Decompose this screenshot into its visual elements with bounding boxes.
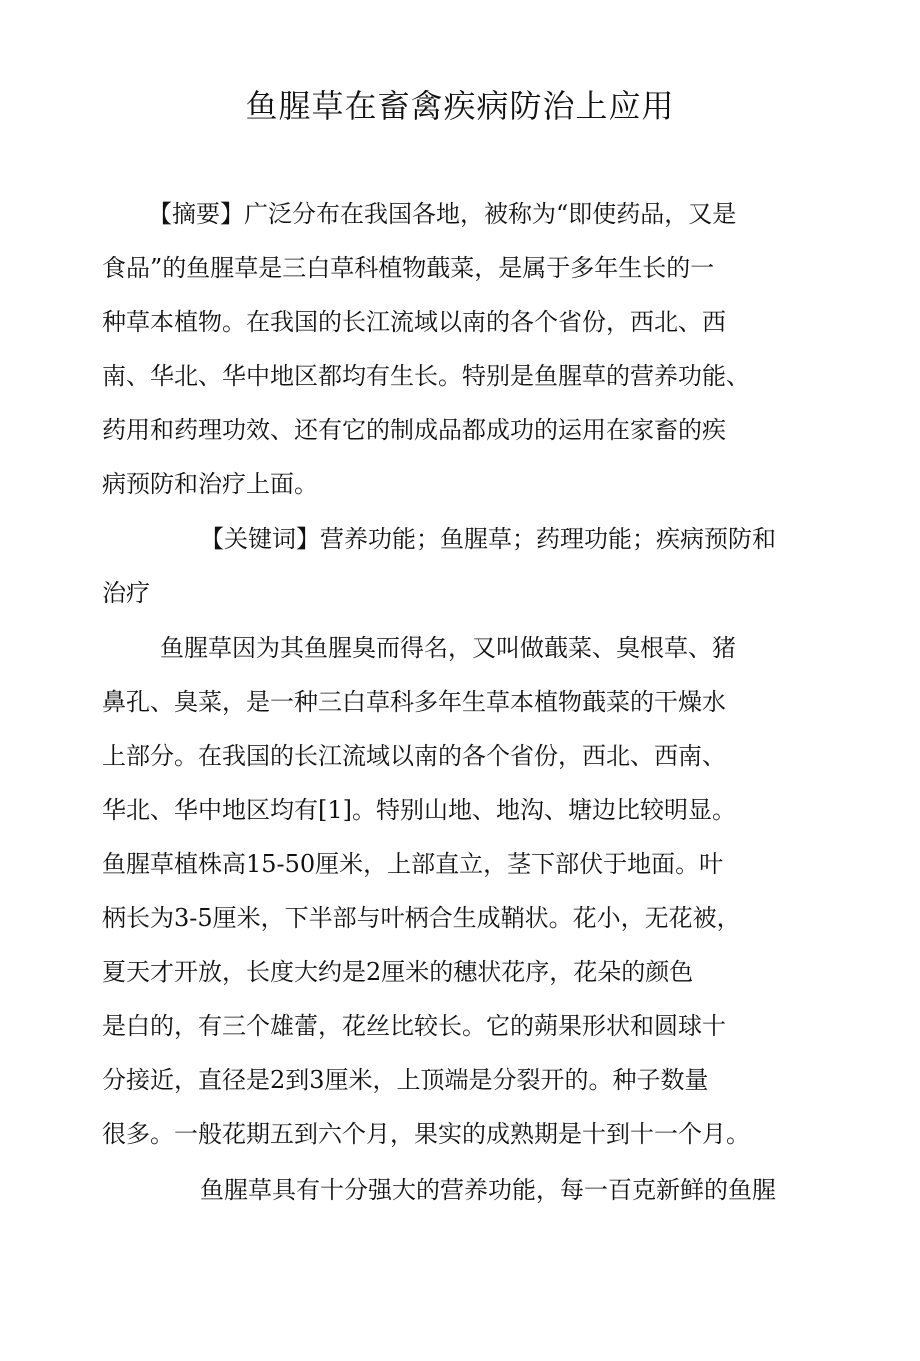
keywords-line: 治疗: [102, 579, 150, 607]
paragraph-line: 鱼腥草具有十分强大的营养功能，每一百克新鲜的鱼腥: [200, 1176, 776, 1204]
body-line: 柄长为3-5厘米，下半部与叶柄合生成鞘状。花小，无花被，: [102, 904, 741, 932]
body-line: 分接近，直径是2到3厘米，上顶端是分裂开的。种子数量: [102, 1066, 709, 1094]
abstract-line: 南、华北、华中地区都均有生长。特别是鱼腥草的营养功能、: [102, 362, 750, 390]
keywords-line: 【关键词】营养功能；鱼腥草；药理功能；疾病预防和: [200, 525, 776, 553]
body-line: 上部分。在我国的长江流域以南的各个省份，西北、西南、: [102, 742, 726, 770]
body-line: 很多。一般花期五到六个月，果实的成熟期是十到十一个月。: [102, 1120, 750, 1148]
body-line: 鼻孔、臭菜，是一种三白草科多年生草本植物蕺菜的干燥水: [102, 688, 726, 716]
body-line: 华北、华中地区均有[1]。特别山地、地沟、塘边比较明显。: [102, 796, 736, 824]
abstract-line: 【摘要】广泛分布在我国各地，被称为“即使药品，又是: [148, 200, 737, 228]
abstract-line: 药用和药理功效、还有它的制成品都成功的运用在家畜的疾: [102, 416, 726, 444]
abstract-line: 种草本植物。在我国的长江流域以南的各个省份，西北、西: [102, 308, 726, 336]
body-line: 鱼腥草植株高15-50厘米，上部直立，茎下部伏于地面。叶: [102, 850, 724, 878]
abstract-line: 食品”的鱼腥草是三白草科植物蕺菜，是属于多年生长的一: [102, 254, 715, 282]
body-line: 鱼腥草因为其鱼腥臭而得名，又叫做蕺菜、臭根草、猪: [160, 634, 736, 662]
abstract-line: 病预防和治疗上面。: [102, 470, 318, 498]
document-title: 鱼腥草在畜禽疾病防治上应用: [245, 87, 675, 125]
body-line: 夏天才开放，长度大约是2厘米的穗状花序，花朵的颜色: [102, 958, 694, 986]
body-line: 是白的，有三个雄蕾，花丝比较长。它的蒴果形状和圆球十: [102, 1012, 726, 1040]
